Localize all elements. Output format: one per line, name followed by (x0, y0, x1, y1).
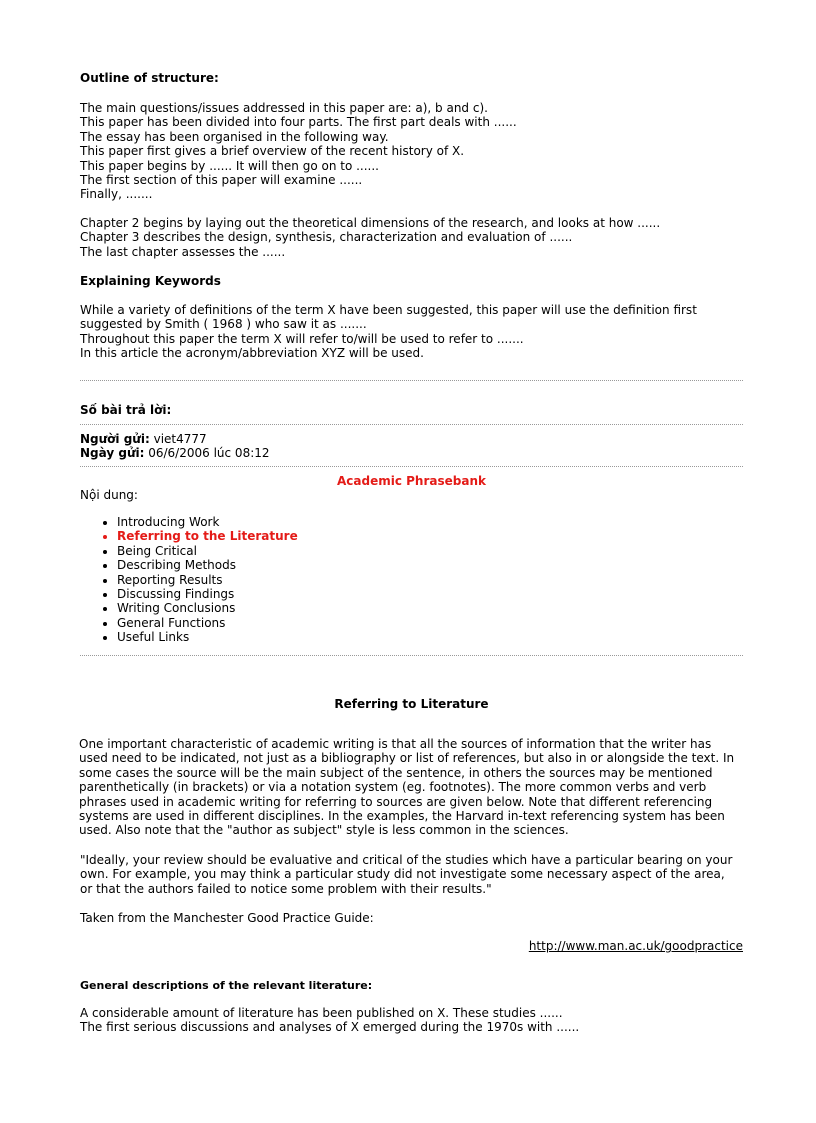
content-label: Nội dung: (80, 488, 138, 502)
quote-paragraph (80, 853, 743, 896)
outline-line: This paper begins by ...... It will then go on to ...... (80, 158, 379, 173)
toc-item[interactable]: • Describing Methods (117, 558, 298, 572)
intro-line: parenthetically (in brackets) or via a notation system (eg. footnotes). The more common verbs and verb (79, 780, 707, 795)
date-row (80, 446, 270, 460)
keywords-line: Throughout this paper the term X will refer to/will be used to refer to ....... (80, 331, 524, 346)
keywords-line: suggested by Smith ( 1968 ) who saw it as ....... (80, 317, 367, 332)
date-label: Ngày gửi: (80, 446, 145, 460)
outline-line: The main questions/issues addressed in this paper are: a), b and c). (80, 101, 488, 115)
intro-line: One important characteristic of academic writing is that all the sources of information that the writer has (79, 737, 712, 751)
section-title: Referring to Literature (334, 697, 489, 711)
divider (80, 424, 743, 425)
quote-line: "Ideally, your review should be evaluative and critical of the studies which have a particular bearing on your (80, 853, 733, 867)
toc-item-active[interactable]: • Referring to the Literature (117, 529, 298, 543)
goodpractice-link[interactable]: http://www.man.ac.uk/goodpractice (528, 939, 743, 953)
outline-line: The essay has been organised in the following way. (80, 129, 389, 144)
divider (80, 466, 743, 467)
link-row (80, 939, 743, 953)
keywords-line: In this article the acronym/abbreviation XYZ will be used. (80, 346, 424, 361)
outline-line: The first section of this paper will examine ...... (80, 172, 363, 187)
intro-line: phrases used in academic writing for referring to sources are given below. Note that different referencing (79, 794, 713, 809)
replies-heading: Số bài trả lời: (80, 403, 172, 417)
outline-lines (80, 101, 517, 202)
chapter-line: Chapter 3 describes the design, synthesis, characterization and evaluation of ...... (80, 230, 573, 245)
quote-line: own. For example, you may think a particular study did not investigate some necessary aspect of the area, (80, 867, 725, 882)
quote-line: or that the authors failed to notice some problem with their results." (80, 881, 492, 896)
post-date: 06/6/2006 lúc 08:12 (148, 446, 270, 460)
post-title: Academic Phrasebank (337, 474, 486, 488)
chapter-lines (80, 216, 660, 259)
toc-list (80, 515, 298, 645)
toc-item[interactable]: • Being Critical (117, 544, 298, 558)
outline-line: This paper has been divided into four parts. The first part deals with ...... (80, 115, 517, 130)
intro-line: used need to be indicated, not just as a bibliography or list of references, but also in or alongside the text. In (79, 751, 735, 766)
chapter-line: Chapter 2 begins by laying out the theoretical dimensions of the research, and looks at how ...... (80, 216, 661, 230)
general-line: A considerable amount of literature has been published on X. These studies ...... (80, 1006, 563, 1020)
general-heading: General descriptions of the relevant literature: (80, 979, 373, 992)
toc-item[interactable]: • Discussing Findings (117, 587, 298, 601)
intro-line: used. Also note that the "author as subject" style is less common in the sciences. (79, 823, 569, 838)
toc-item[interactable]: • Useful Links (117, 630, 298, 644)
outline-line: Finally, ....... (80, 187, 153, 202)
toc-item[interactable]: • General Functions (117, 616, 298, 630)
outline-heading: Outline of structure: (80, 71, 219, 85)
general-lines (80, 1006, 579, 1035)
intro-paragraph (79, 737, 742, 838)
keywords-lines (80, 303, 697, 361)
sender-row (80, 432, 207, 446)
toc-item[interactable]: • Writing Conclusions (117, 601, 298, 615)
intro-line: some cases the source will be the main subject of the sentence, in others the sources may be mentioned (79, 765, 713, 780)
source-text: Taken from the Manchester Good Practice Guide: (80, 911, 374, 925)
outline-line: This paper first gives a brief overview of the recent history of X. (80, 144, 465, 159)
chapter-line: The last chapter assesses the ...... (80, 244, 286, 259)
general-line: The first serious discussions and analyses of X emerged during the 1970s with ...... (80, 1020, 580, 1035)
keywords-heading: Explaining Keywords (80, 274, 221, 288)
divider (80, 655, 743, 656)
divider (80, 380, 743, 381)
sender-label: Người gửi: (80, 432, 150, 446)
intro-line: systems are used in different disciplines. In the examples, the Harvard in-text referencing system has been (79, 808, 725, 823)
toc-item[interactable]: • Introducing Work (117, 515, 298, 529)
toc-item[interactable]: • Reporting Results (117, 573, 298, 587)
keywords-line: While a variety of definitions of the term X have been suggested, this paper will use the definition first (80, 303, 697, 317)
sender-name: viet4777 (153, 432, 207, 446)
